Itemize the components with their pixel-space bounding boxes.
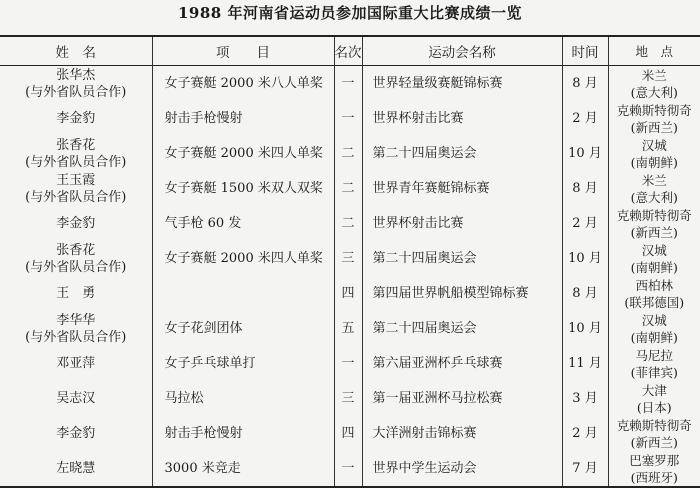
rank-text: 二 <box>335 215 362 232</box>
cell-place <box>608 136 700 171</box>
cell-name <box>0 101 152 136</box>
cell-name <box>0 171 152 206</box>
place-city: 汉城 <box>609 312 700 329</box>
table-row <box>0 136 700 171</box>
cell-place <box>608 416 700 451</box>
cell-name <box>0 206 152 241</box>
cell-name <box>0 276 152 311</box>
meet-text: 世界杯射击比赛 <box>373 110 562 127</box>
event-text: 马拉松 <box>165 390 334 407</box>
table-row <box>0 346 700 381</box>
cell-rank <box>334 101 362 136</box>
cell-name <box>0 136 152 171</box>
cell-time <box>562 66 608 102</box>
header-event: 项 目 <box>152 36 334 66</box>
cell-rank <box>334 381 362 416</box>
athlete-name: 李金豹 <box>0 425 152 442</box>
cell-time <box>562 206 608 241</box>
cell-time <box>562 381 608 416</box>
cell-place <box>608 451 700 487</box>
cell-rank <box>334 346 362 381</box>
cell-time <box>562 101 608 136</box>
cell-meet <box>362 206 562 241</box>
athlete-name: 左晓慧 <box>0 460 152 477</box>
athlete-name: 李金豹 <box>0 110 152 127</box>
place-city: 克赖斯特彻奇 <box>609 417 700 434</box>
table-row <box>0 381 700 416</box>
place-country: (日本) <box>609 399 700 416</box>
athlete-name: 李金豹 <box>0 215 152 232</box>
place-country: (菲律宾) <box>609 364 700 381</box>
rank-text: 四 <box>335 285 362 302</box>
cell-event <box>152 276 334 311</box>
cell-name <box>0 311 152 346</box>
time-text: 2 月 <box>563 110 608 127</box>
table-row <box>0 451 700 487</box>
event-text: 射击手枪慢射 <box>165 425 334 442</box>
meet-text: 第二十四届奥运会 <box>373 145 562 162</box>
place-city: 克赖斯特彻奇 <box>609 102 700 119</box>
cell-place <box>608 381 700 416</box>
meet-text: 第二十四届奥运会 <box>373 250 562 267</box>
cell-time <box>562 416 608 451</box>
rank-text: 四 <box>335 425 362 442</box>
cell-meet <box>362 136 562 171</box>
place-city: 大津 <box>609 382 700 399</box>
cell-meet <box>362 171 562 206</box>
cell-name <box>0 241 152 276</box>
page-title: 1988 年河南省运动员参加国际重大比赛成绩一览 <box>0 2 700 23</box>
table-row <box>0 311 700 346</box>
place-city: 米兰 <box>609 67 700 84</box>
cell-time <box>562 171 608 206</box>
table-row <box>0 171 700 206</box>
cell-meet <box>362 101 562 136</box>
cell-time <box>562 451 608 487</box>
place-country: (意大利) <box>609 189 700 206</box>
cell-rank <box>334 66 362 102</box>
table-row <box>0 416 700 451</box>
rank-text: 一 <box>335 110 362 127</box>
place-country: (联邦德国) <box>609 294 700 311</box>
athlete-name: 张香花 <box>0 137 152 154</box>
cell-name <box>0 346 152 381</box>
event-text: 气手枪 60 发 <box>165 215 334 232</box>
cell-rank <box>334 451 362 487</box>
place-city: 米兰 <box>609 172 700 189</box>
place-country: (新西兰) <box>609 434 700 451</box>
cell-time <box>562 346 608 381</box>
athlete-name: 王 勇 <box>0 285 152 302</box>
meet-text: 第一届亚洲杯马拉松赛 <box>373 390 562 407</box>
athlete-name: 吴志汉 <box>0 390 152 407</box>
meet-text: 世界轻量级赛艇锦标赛 <box>373 75 562 92</box>
place-country: (新西兰) <box>609 119 700 136</box>
cell-rank <box>334 311 362 346</box>
table-row <box>0 206 700 241</box>
athlete-note: (与外省队员合作) <box>0 189 152 206</box>
athlete-name: 张香花 <box>0 242 152 259</box>
rank-text: 三 <box>335 390 362 407</box>
place-city: 汉城 <box>609 242 700 259</box>
meet-text: 第六届亚洲杯乒乓球赛 <box>373 355 562 372</box>
table-row <box>0 101 700 136</box>
cell-meet <box>362 276 562 311</box>
athlete-name: 李华华 <box>0 312 152 329</box>
event-text: 女子花剑团体 <box>165 320 334 337</box>
cell-place <box>608 346 700 381</box>
athlete-name: 邓亚萍 <box>0 355 152 372</box>
rank-text: 一 <box>335 460 362 477</box>
cell-place <box>608 101 700 136</box>
cell-rank <box>334 206 362 241</box>
cell-time <box>562 136 608 171</box>
meet-text: 世界中学生运动会 <box>373 460 562 477</box>
athlete-note: (与外省队员合作) <box>0 154 152 171</box>
rank-text: 二 <box>335 180 362 197</box>
time-text: 8 月 <box>563 180 608 197</box>
cell-place <box>608 241 700 276</box>
cell-rank <box>334 241 362 276</box>
cell-event <box>152 101 334 136</box>
cell-name <box>0 381 152 416</box>
cell-name <box>0 451 152 487</box>
time-text: 2 月 <box>563 215 608 232</box>
table-header-row <box>0 36 700 66</box>
place-city: 汉城 <box>609 137 700 154</box>
header-rank: 名次 <box>334 36 362 66</box>
cell-event <box>152 451 334 487</box>
rank-text: 一 <box>335 355 362 372</box>
cell-event <box>152 136 334 171</box>
athlete-note: (与外省队员合作) <box>0 259 152 276</box>
place-city: 马尼拉 <box>609 347 700 364</box>
place-country: (南朝鲜) <box>609 154 700 171</box>
time-text: 8 月 <box>563 75 608 92</box>
cell-place <box>608 66 700 102</box>
cell-time <box>562 241 608 276</box>
time-text: 3 月 <box>563 390 608 407</box>
cell-name <box>0 416 152 451</box>
place-country: (西班牙) <box>609 469 700 486</box>
rank-text: 一 <box>335 75 362 92</box>
header-meet: 运动会名称 <box>362 36 562 66</box>
rank-text: 二 <box>335 145 362 162</box>
time-text: 10 月 <box>563 145 608 162</box>
event-text: 女子赛艇 2000 米四人单桨 <box>165 250 334 267</box>
cell-meet <box>362 416 562 451</box>
meet-text: 世界青年赛艇锦标赛 <box>373 180 562 197</box>
cell-event <box>152 241 334 276</box>
cell-rank <box>334 136 362 171</box>
cell-rank <box>334 416 362 451</box>
table-row <box>0 241 700 276</box>
cell-event <box>152 206 334 241</box>
cell-meet <box>362 311 562 346</box>
time-text: 10 月 <box>563 320 608 337</box>
meet-text: 第二十四届奥运会 <box>373 320 562 337</box>
cell-meet <box>362 451 562 487</box>
place-city: 巴塞罗那 <box>609 452 700 469</box>
cell-meet <box>362 241 562 276</box>
cell-event <box>152 346 334 381</box>
time-text: 11 月 <box>563 355 608 372</box>
results-table <box>0 35 700 488</box>
meet-text: 世界杯射击比赛 <box>373 215 562 232</box>
header-time: 时间 <box>562 36 608 66</box>
athlete-name: 张华杰 <box>0 67 152 84</box>
cell-time <box>562 311 608 346</box>
cell-event <box>152 416 334 451</box>
table-row <box>0 276 700 311</box>
cell-event <box>152 381 334 416</box>
rank-text: 三 <box>335 250 362 267</box>
event-text: 射击手枪慢射 <box>165 110 334 127</box>
cell-rank <box>334 276 362 311</box>
athlete-note: (与外省队员合作) <box>0 84 152 101</box>
cell-place <box>608 206 700 241</box>
time-text: 7 月 <box>563 460 608 477</box>
table-row <box>0 66 700 102</box>
place-country: (南朝鲜) <box>609 329 700 346</box>
cell-meet <box>362 66 562 102</box>
place-city: 西柏林 <box>609 277 700 294</box>
event-text: 女子赛艇 1500 米双人双桨 <box>165 180 334 197</box>
time-text: 8 月 <box>563 285 608 302</box>
event-text: 女子赛艇 2000 米四人单桨 <box>165 145 334 162</box>
header-name: 姓 名 <box>0 36 152 66</box>
athlete-note: (与外省队员合作) <box>0 329 152 346</box>
time-text: 2 月 <box>563 425 608 442</box>
cell-event <box>152 171 334 206</box>
cell-place <box>608 276 700 311</box>
cell-event <box>152 311 334 346</box>
cell-event <box>152 66 334 102</box>
time-text: 10 月 <box>563 250 608 267</box>
event-text: 女子乒乓球单打 <box>165 355 334 372</box>
cell-meet <box>362 346 562 381</box>
event-text: 女子赛艇 2000 米八人单桨 <box>165 75 334 92</box>
cell-place <box>608 171 700 206</box>
place-country: (南朝鲜) <box>609 259 700 276</box>
place-country: (意大利) <box>609 84 700 101</box>
place-country: (新西兰) <box>609 224 700 241</box>
cell-name <box>0 66 152 102</box>
header-place: 地 点 <box>608 36 700 66</box>
rank-text: 五 <box>335 320 362 337</box>
meet-text: 大洋洲射击锦标赛 <box>373 425 562 442</box>
cell-time <box>562 276 608 311</box>
event-text: 3000 米竞走 <box>165 460 334 477</box>
meet-text: 第四届世界帆船模型锦标赛 <box>373 285 562 302</box>
place-city: 克赖斯特彻奇 <box>609 207 700 224</box>
cell-meet <box>362 381 562 416</box>
cell-place <box>608 311 700 346</box>
cell-rank <box>334 171 362 206</box>
athlete-name: 王玉霞 <box>0 172 152 189</box>
